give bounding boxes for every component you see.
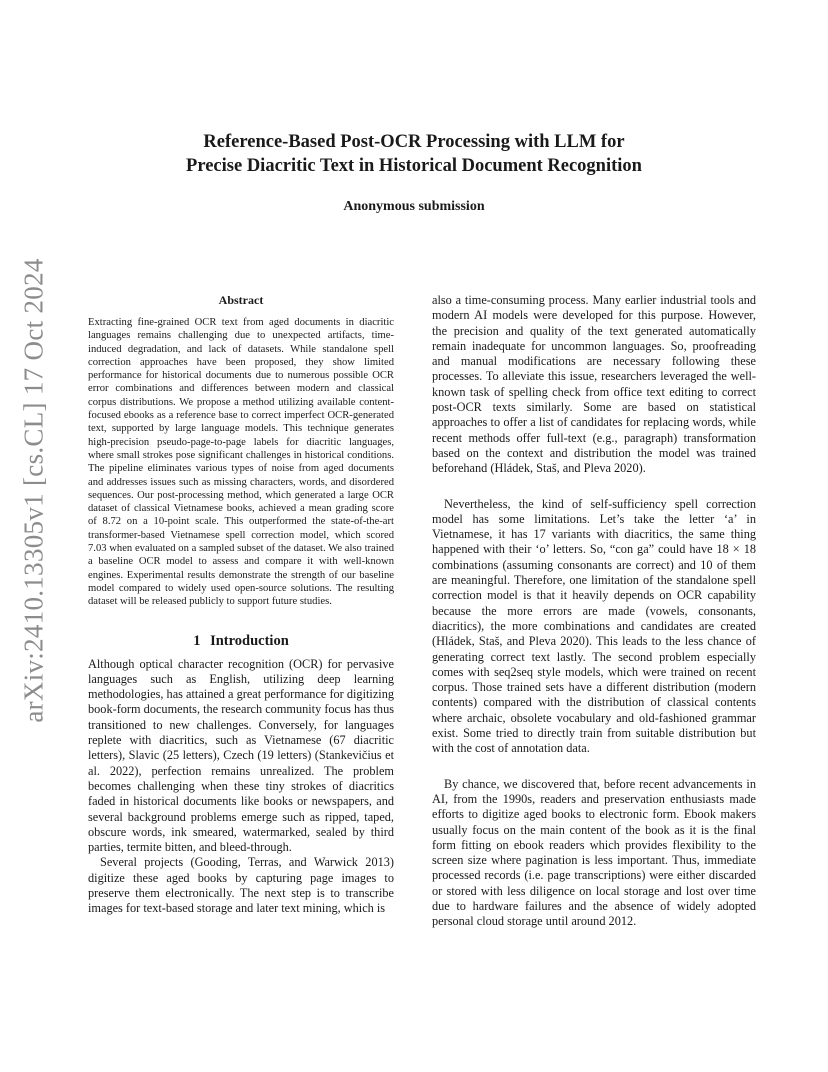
arxiv-stamp-text: arXiv:2410.13305v1 [cs.CL] 17 Oct 2024 (18, 257, 49, 723)
intro-paragraph-4: Nevertheless, the kind of self-sufficiency spell correction model has some limitations. Let’s take the letter ‘a’ in Vietnamese, it has 17 variants with diacritics, the same thing happened with their ‘o’ letters. So, “con ga” could have 18 × 18 combinations (assuming consonants are correct) and 10 of them are meaningful. Therefore, one limitation of the standalone spell correction model is that it heavily depends on OCR capability because the more errors are made (vowels, consonants, diacritics), the more combinations and candidates are created (Hládek, Staš, and Pleva 2020). This leads to the less chance of generating correct text lastly. The second problem especially comes with seq2seq style models, which were trained on recent corpus. Those trained sets have a different distribution (modern contents) compared with the distribution of classical contents where archaic, obsolete vocabulary and old-fashioned grammar exist. Some tried to directly train from suitable distribution but with the cost of annotation data. (432, 496, 756, 756)
left-column (88, 293, 394, 917)
paper-title (100, 130, 728, 178)
intro-paragraph-3: also a time-consuming process. Many earlier industrial tools and modern AI models were developed for this purpose. However, the precision and quality of the text generated automatically remain inadequate for uncommon languages. So, proofreading and manual modifications are necessary following these processes. To alleviate this issue, researchers leveraged the well-known task of spelling check from office text editing to correct post-OCR texts similarly. Some are based on statistical approaches to offer a list of candidates for replacing words, while recent methods offer full-text (e.g., paragraph) transformation based on the context and distribution the model was trained beforehand (Hládek, Staš, and Pleva 2020). (432, 293, 756, 476)
abstract-heading: Abstract (218, 293, 264, 307)
intro-paragraph-2: Several projects (Gooding, Terras, and Warwick 2013) digitize these aged books by capturing page images to preserve them electronically. The next step is to transcribe images for text-based storage and later text mining, which is (88, 855, 394, 916)
author-line: Anonymous submission (343, 199, 485, 214)
paper-title-line-1: Reference-Based Post-OCR Processing with LLM for (203, 132, 625, 152)
arxiv-stamp (18, 257, 50, 723)
right-column (432, 293, 756, 930)
introduction-heading: 1 Introduction (193, 632, 289, 649)
abstract-text: Extracting fine-grained OCR text from aged documents in diacritic languages remains challenging due to unexpected artifacts, time-induced degradation, and lack of datasets. While standalone spell correction approaches have been proposed, they show limited performance for historical documents due to numerous possible OCR error combinations and differences between modern and classical corpus distributions. We propose a method utilizing available content-focused ebooks as a reference base to correct imperfect OCR-generated text, supported by large language models. This technique generates high-precision pseudo-page-to-page labels for diacritic languages, where small strokes pose significant challenges in historical conditions. The pipeline eliminates various types of noise from aged documents and addresses issues such as missing characters, words, and disordered sequences. Our post-processing method, which generated a large OCR dataset of classical Vietnamese books, achieved a mean grading score of 8.72 on a 10-point scale. This outperformed the state-of-the-art transformer-based Vietnamese spell correction model, which scored 7.03 when evaluated on a sampled subset of the dataset. We also trained a baseline OCR model to assess and compare it with well-known engines. Experimental results demonstrate the strength of our baseline model compared to widely used open-source solutions. The resulting dataset will be released publicly to support future studies. (88, 317, 394, 608)
intro-paragraph-1: Although optical character recognition (OCR) for pervasive languages such as English, utilizing deep learning methodologies, has attained a great performance for digitizing book-form documents, the research community focus has thus transitioned to new challenges. Conversely, for languages replete with diacritics, such as Vietnamese (67 diacritic letters), Slavic (25 letters), Czech (19 letters) (Stankevičius et al. 2022), perfection remains unrealized. The problem becomes challenging when these tiny strokes of diacritics faded in historical documents like books or newspapers, and several background problems emerge such as ripped, taped, obscure words, ink smeared, watermarked, sealed by third parties, termite bitten, and bleed-through. (88, 656, 394, 855)
paper-title-line-2: Precise Diacritic Text in Historical Document Recognition (186, 156, 642, 176)
intro-paragraph-5: By chance, we discovered that, before recent advancements in AI, from the 1990s, readers and preservation enthusiasts made efforts to digitize aged books to electronic form. Ebook makers usually focus on the main content of the book as it is the final form fitting on ebook readers which provides flexibility to the screen size where pagination is less important. Thus, immediate processed records (i.e. page transcriptions) were either discarded or stored with less diligence on local storage and lost over time due to hardware failures and the absence of widely adopted personal cloud storage until around 2012. (432, 776, 756, 929)
